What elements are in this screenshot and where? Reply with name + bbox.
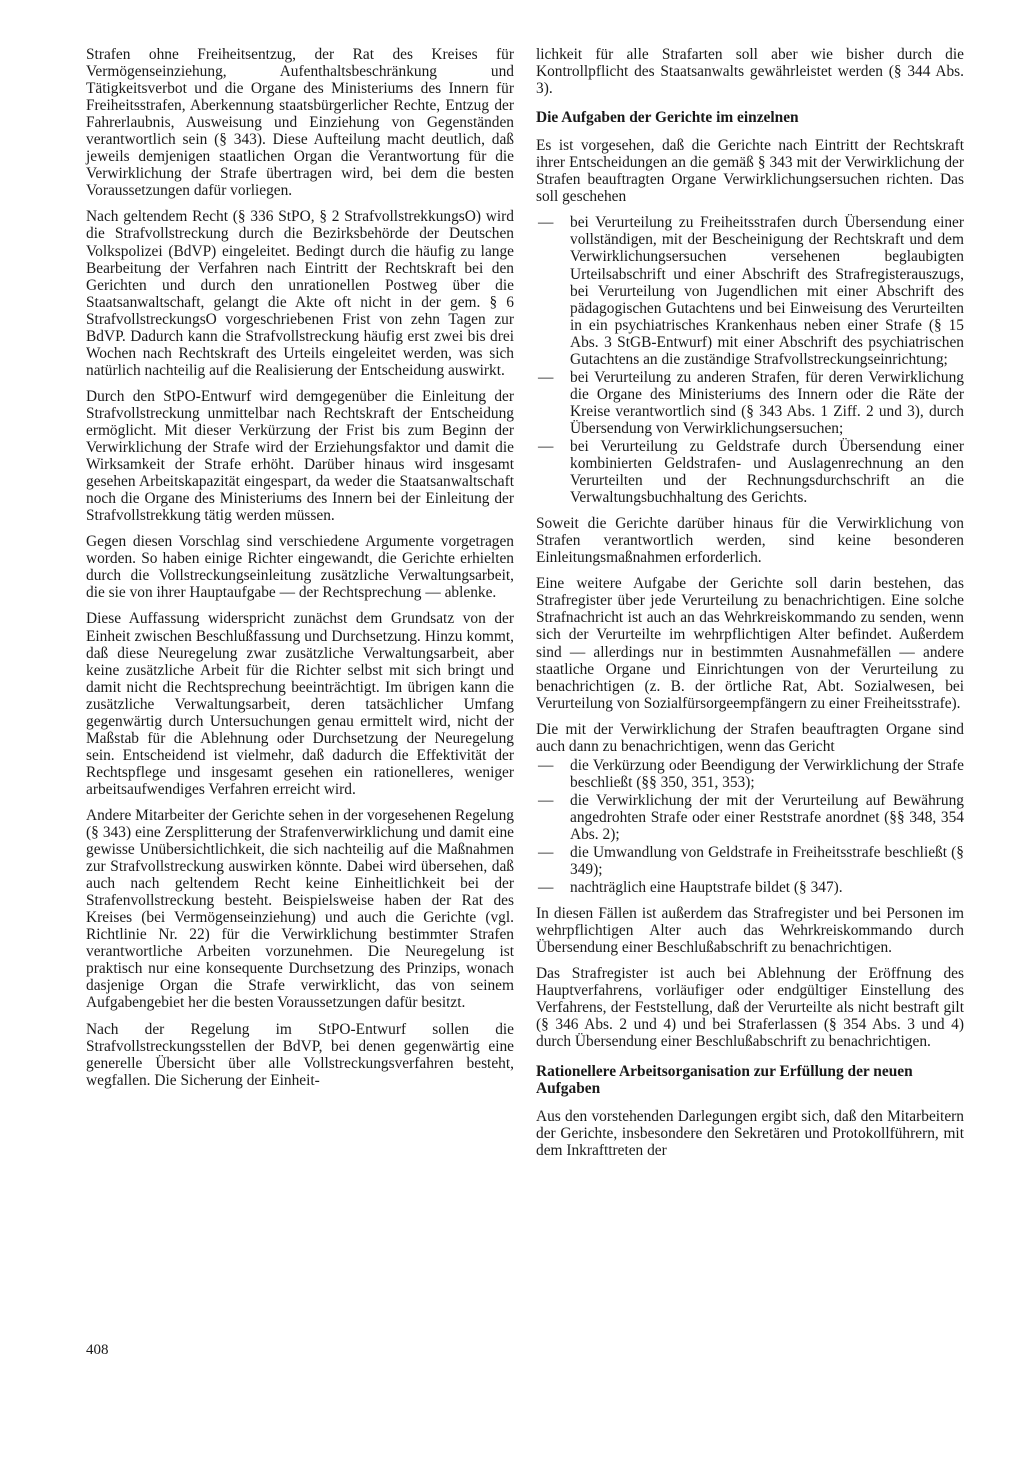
paragraph: Die mit der Verwirklichung der Strafen beauftragten Organe sind auch dann zu benachrichtigen, wenn das Gericht — [536, 720, 964, 755]
left-column — [86, 46, 514, 1098]
list-item-text: die Verwirklichung der mit der Verurteilung auf Bewährung angedrohten Strafe oder einer Reststrafe anordnet (§§ 348, 354 Abs. 2); — [570, 791, 964, 843]
paragraph: In diesen Fällen ist außerdem das Strafregister und bei Personen im wehrpflichtigen Alter auch das Wehrkreiskommando durch Übersendung einer Beschlußabschrift zu benachrichtigen. — [536, 905, 964, 957]
list-item-text: die Umwandlung von Geldstrafe in Freiheitsstrafe beschließt (§ 349); — [570, 844, 964, 879]
paragraph: Diese Auffassung widerspricht zunächst dem Grundsatz von der Einheit zwischen Beschlußfassung und Durchsetzung. Hinzu kommt, daß diese Neuregelung zwar zusätzliche Verwaltungsarbeit, aber keine zusätzliche Arbeit für die Richter selbst mit sich bringt und damit nicht die Rechtsprechung beeinträchtigt. Im übrigen kann die zusätzliche Verwaltungsarbeit, deren tatsächlicher Umfang gegenwärtig durch Untersuchungen genau ermittelt wird, nicht der Maßstab für die Ablehnung oder Durchsetzung der Neuregelung sein. Entscheidend ist vielmehr, daß dadurch die Effektivität der Rechtspflege und insgesamt gesehen ein rationelleres, weniger arbeitsaufwendiges Verfahren erreicht wird. — [86, 610, 514, 798]
dash-bullet: — — [538, 756, 554, 774]
section-heading: Rationellere Arbeitsorganisation zur Erfüllung der neuen Aufgaben — [536, 1062, 913, 1097]
paragraph: Gegen diesen Vorschlag sind verschiedene Argumente vorgetragen worden. So haben einige Richter eingewandt, die Gerichte erhielten durch die Vollstreckungseinleitung zusätzliche Verwaltungsarbeit, die sie von ihrer Hauptaufgabe — der Rechtsprechung — ablenke. — [86, 533, 514, 602]
bullet-list — [536, 214, 964, 506]
paragraph: Durch den StPO-Entwurf wird demgegenüber die Einleitung der Strafvollstreckung unmittelbar nach Rechtskraft der Entscheidung ermöglicht. Mit dieser Verkürzung der Frist bis zum Beginn der Verwirklichung der Strafe wird der Erziehungsfaktor und damit die Wirksamkeit der Strafe erhöht. Darüber hinaus wird insgesamt gesehen Arbeitskapazität eingespart, da weder die Staatsanwaltschaft noch die Organe des Ministeriums des Innern bei der Einleitung der Strafvollstrekkung tätig werden müssen. — [86, 387, 514, 525]
paragraph: Es ist vorgesehen, daß die Gerichte nach Eintritt der Rechtskraft ihrer Entscheidungen an die gemäß § 343 mit der Verwirklichung der Strafen beauftragten Organe Verwirklichungsersuchen richten. Das soll geschehen — [536, 137, 964, 206]
dash-bullet: — — [538, 368, 554, 386]
list-item — [536, 757, 964, 791]
paragraph: lichkeit für alle Strafarten soll aber wie bisher durch die Kontrollpflicht des Staatsanwalts gewährleistet werden (§ 344 Abs. 3). — [536, 46, 964, 98]
paragraph: Nach geltendem Recht (§ 336 StPO, § 2 StrafvollstrekkungsO) wird die Strafvollstreckung durch die Bezirksbehörde der Deutschen Volkspolizei (BdVP) eingeleitet. Bedingt durch die häufig zu lange Bearbeitung der Verfahren nach Eintritt der Rechtskraft bei den Gerichten und durch den unrationellen Postweg über die Staatsanwaltschaft, gelangt die Akte oft nicht in der gem. § 6 StrafvollstreckungsO vorgeschriebenen Frist von zehn Tagen zur BdVP. Dadurch kann die Strafvollstreckung häufig erst zwei bis drei Wochen nach Rechtskraft des Urteils eingeleitet werden, was sich natürlich nachteilig auf die Realisierung der Entscheidung auswirkt. — [86, 208, 514, 379]
dash-bullet: — — [538, 791, 554, 809]
list-item — [536, 369, 964, 437]
list-item-text: bei Verurteilung zu Freiheitsstrafen durch Übersendung einer vollständigen, mit der Bescheinigung der Rechtskraft und dem Verwirklichungsersuchen versehenen beglaubigten Urteilsabschrift und einer Abschrift des Strafregisterauszugs, bei Verurteilung von Jugendlichen mit einer Abschrift des pädagogischen Gutachtens und bei Einweisung des Verurteilten in ein psychiatrisches Krankenhaus neben einer Strafe (§ 15 Abs. 3 StGB-Entwurf) mit einer Abschrift des psychiatrischen Gutachtens an die zuständige Strafvollstreckungseinrichtung; — [570, 214, 964, 368]
paragraph: Aus den vorstehenden Darlegungen ergibt sich, daß den Mitarbeitern der Gerichte, insbesondere den Sekretären und Protokollführern, mit dem Inkrafttreten der — [536, 1107, 964, 1159]
dash-bullet: — — [538, 214, 554, 232]
list-item-text: nachträglich eine Hauptstrafe bildet (§ 347). — [570, 879, 843, 897]
list-item — [536, 879, 964, 896]
list-item — [536, 214, 964, 367]
paragraph: Strafen ohne Freiheitsentzug, der Rat des Kreises für Vermögenseinziehung, Aufenthaltsbeschränkung und Tätigkeitsverbot und die Organe des Ministeriums des Innern für Freiheitsstrafen, Aberkennung staatsbürgerlicher Rechte, Entzug der Fahrerlaubnis, Ausweisung und Einziehung von Gegenständen verantwortlich sein (§ 343). Diese Aufteilung macht deutlich, daß jeweils demjenigen staatlichen Organ die Verantwortung für die Verwirklichung der Strafe übertragen wird, bei dem die besten Voraussetzungen dafür vorliegen. — [86, 46, 514, 200]
section-heading: Die Aufgaben der Gerichte im einzelnen — [536, 109, 799, 127]
paragraph: Nach der Regelung im StPO-Entwurf sollen die Strafvollstreckungsstellen der BdVP, bei denen gegenwärtig eine generelle Übersicht über alle Vollstreckungsverfahren besteht, wegfallen. Die Sicherung der Einheit- — [86, 1020, 514, 1089]
list-item-text: bei Verurteilung zu anderen Strafen, für deren Verwirklichung die Organe des Ministeriums des Innern oder die Räte der Kreise verantwortlich sind (§ 343 Abs. 1 Ziff. 2 und 3), durch Übersendung von Verwirklichungsersuchen; — [570, 368, 964, 437]
right-column — [536, 46, 964, 1168]
paragraph: Das Strafregister ist auch bei Ablehnung der Eröffnung des Hauptverfahrens, vorläufiger oder endgültiger Einstellung des Verfahrens, der Feststellung, daß der Verurteilte als nicht bestraft gilt (§ 346 Abs. 2 und 4) und bei Straferlassen (§ 354 Abs. 3 und 4) durch Übersendung einer Beschlußabschrift zu benachrichtigen. — [536, 965, 964, 1051]
list-item-text: bei Verurteilung zu Geldstrafe durch Übersendung einer kombinierten Geldstrafen- und Auslagenrechnung an den Verurteilten und der Rechnungsdurchschrift an die Verwaltungsbuchhaltung des Gerichts. — [570, 437, 964, 507]
page-number: 408 — [86, 1342, 109, 1358]
paragraph: Eine weitere Aufgabe der Gerichte soll darin bestehen, das Strafregister über jede Verurteilung zu benachrichtigen. Eine solche Strafnachricht ist auch an das Wehrkreiskommando zu senden, wenn sich der Verurteilte im wehrpflichtigen Alter befindet. Außerdem sind — allerdings nur in bestimmten Ausnahmefällen — andere staatliche Organe und Einrichtungen von der Verurteilung zu benachrichtigen (z. B. der örtliche Rat, Abt. Sozialwesen, bei Verurteilung von Sozialfürsorgeempfängern zu einer Freiheitsstrafe). — [536, 575, 964, 712]
bullet-list — [536, 757, 964, 896]
dash-bullet: — — [538, 437, 554, 455]
dash-bullet: — — [538, 879, 554, 897]
list-item — [536, 844, 964, 878]
list-item — [536, 792, 964, 843]
paragraph: Soweit die Gerichte darüber hinaus für die Verwirklichung von Strafen verantwortlich werden, sind keine besonderen Einleitungsmaßnahmen erforderlich. — [536, 515, 964, 567]
paragraph: Andere Mitarbeiter der Gerichte sehen in der vorgesehenen Regelung (§ 343) eine Zersplitterung der Strafenverwirklichung und damit eine gewisse Unübersichtlichkeit, die sich nachteilig auf die Maßnahmen zur Strafvollstreckung auswirken könnte. Dabei wird übersehen, daß auch nach geltendem Recht keine Einheitlichkeit bei der Strafenvollstreckung besteht. Beispielsweise haben der Rat des Kreises (bei Vermögenseinziehung) und auch die Gerichte (vgl. Richtlinie Nr. 22) für die Verwirklichung bestimmter Strafen verantwortliche Arbeiten vorzunehmen. Die Neuregelung ist praktisch nur eine konsequente Durchsetzung des Prinzips, wonach dasjenige Organ die Strafe verwirklicht, das von seinem Aufgabengebiet her die besten Voraussetzungen dafür besitzt. — [86, 806, 514, 1012]
dash-bullet: — — [538, 844, 554, 862]
list-item-text: die Verkürzung oder Beendigung der Verwirklichung der Strafe beschließt (§§ 350, 351, 353); — [570, 756, 964, 791]
list-item — [536, 438, 964, 506]
